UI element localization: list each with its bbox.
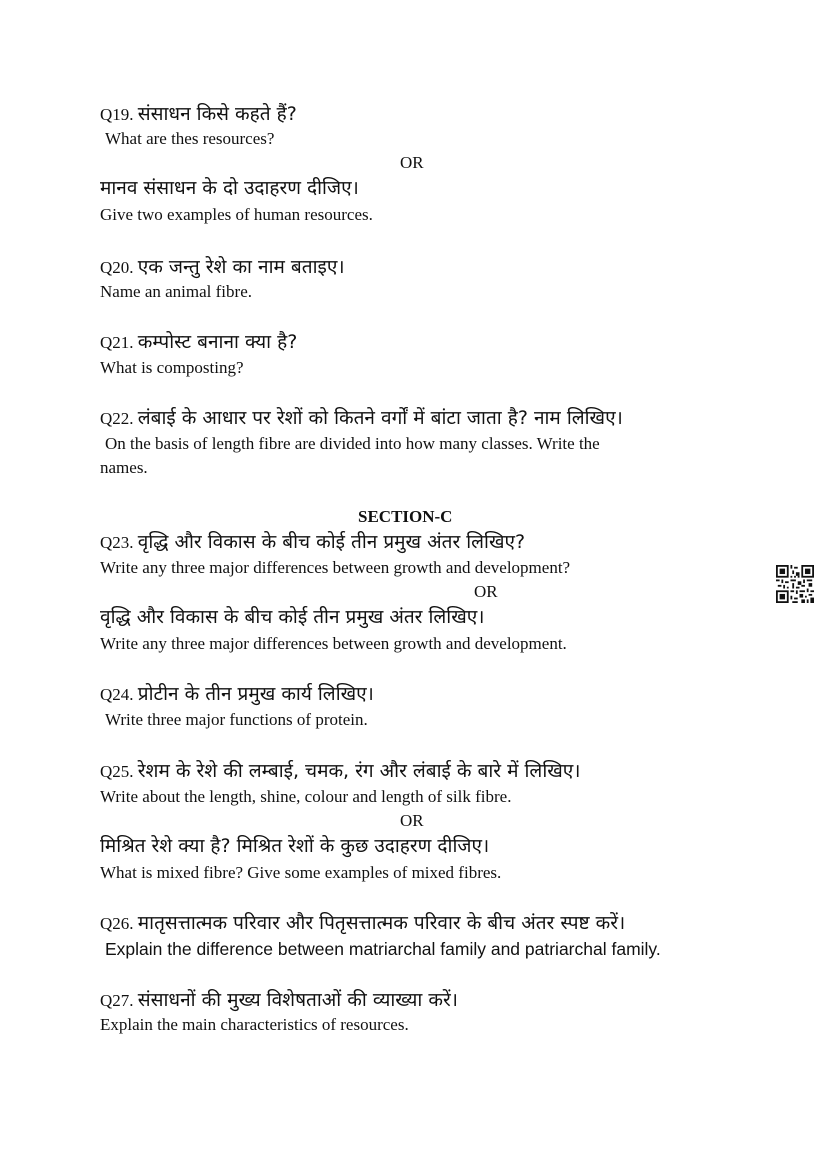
question-text-hindi: रेशम के रेशे की लम्बाई, चमक, रंग और लंबाई के बारे में लिखिए।	[137, 760, 581, 782]
question-number: Q21.	[100, 333, 134, 352]
question-20-hindi	[100, 256, 345, 279]
question-text-hindi: संसाधनों की मुख्य विशेषताओं की व्याख्या करें।	[137, 989, 458, 1011]
question-23-english: Write any three major differences between growth and development?	[100, 558, 571, 577]
question-21-english: What is composting?	[100, 358, 244, 377]
question-20-english: Name an animal fibre.	[100, 282, 252, 301]
question-22-english-line-1: On the basis of length fibre are divided into how many classes. Write the	[105, 434, 600, 453]
qr-code-icon	[776, 565, 814, 603]
question-number: Q22.	[100, 409, 134, 428]
question-number: Q20.	[100, 258, 134, 277]
question-23-alt-hindi: वृद्धि और विकास के बीच कोई तीन प्रमुख अंतर लिखिए।	[100, 606, 485, 628]
question-text-hindi: लंबाई के आधार पर रेशों को कितने वर्गों में बांटा जाता है? नाम लिखिए।	[137, 407, 623, 429]
question-number: Q19.	[100, 105, 134, 124]
question-19-alt-hindi: मानव संसाधन के दो उदाहरण दीजिए।	[100, 177, 359, 199]
question-number: Q27.	[100, 991, 134, 1010]
or-divider: OR	[474, 582, 498, 601]
or-divider: OR	[400, 811, 424, 830]
question-22-english-line-2: names.	[100, 458, 148, 477]
question-27-hindi	[100, 989, 458, 1012]
question-text-hindi: संसाधन किसे कहते हैं?	[137, 103, 297, 125]
question-text-hindi: एक जन्तु रेशे का नाम बताइए।	[137, 256, 345, 278]
question-number: Q23.	[100, 533, 134, 552]
section-heading: SECTION-C	[358, 507, 453, 526]
question-number: Q25.	[100, 762, 134, 781]
question-text-hindi: प्रोटीन के तीन प्रमुख कार्य लिखिए।	[137, 683, 374, 705]
question-25-hindi	[100, 760, 581, 783]
question-27-english: Explain the main characteristics of resources.	[100, 1015, 409, 1034]
question-23-hindi	[100, 531, 525, 554]
question-26-english: Explain the difference between matriarchal family and patriarchal family.	[105, 939, 661, 959]
question-text-hindi: कम्पोस्ट बनाना क्या है?	[137, 331, 298, 353]
question-19-hindi	[100, 103, 297, 126]
question-25-alt-hindi: मिश्रित रेशे क्या है? मिश्रित रेशों के कुछ उदाहरण दीजिए।	[100, 835, 490, 857]
question-25-alt-english: What is mixed fibre? Give some examples of mixed fibres.	[100, 863, 502, 882]
question-number: Q24.	[100, 685, 134, 704]
question-25-english: Write about the length, shine, colour and length of silk fibre.	[100, 787, 512, 806]
question-21-hindi	[100, 331, 297, 354]
question-26-hindi	[100, 912, 625, 935]
question-text-hindi: मातृसत्तात्मक परिवार और पितृसत्तात्मक परिवार के बीच अंतर स्पष्ट करें।	[137, 912, 626, 934]
question-24-hindi	[100, 683, 374, 706]
question-19-english: What are thes resources?	[105, 129, 275, 148]
question-19-alt-english: Give two examples of human resources.	[100, 205, 373, 224]
or-divider: OR	[400, 153, 424, 172]
question-text-hindi: वृद्धि और विकास के बीच कोई तीन प्रमुख अंतर लिखिए?	[137, 531, 526, 553]
question-24-english: Write three major functions of protein.	[105, 710, 368, 729]
question-number: Q26.	[100, 914, 134, 933]
question-23-alt-english: Write any three major differences between growth and development.	[100, 634, 567, 653]
question-22-hindi	[100, 407, 623, 430]
